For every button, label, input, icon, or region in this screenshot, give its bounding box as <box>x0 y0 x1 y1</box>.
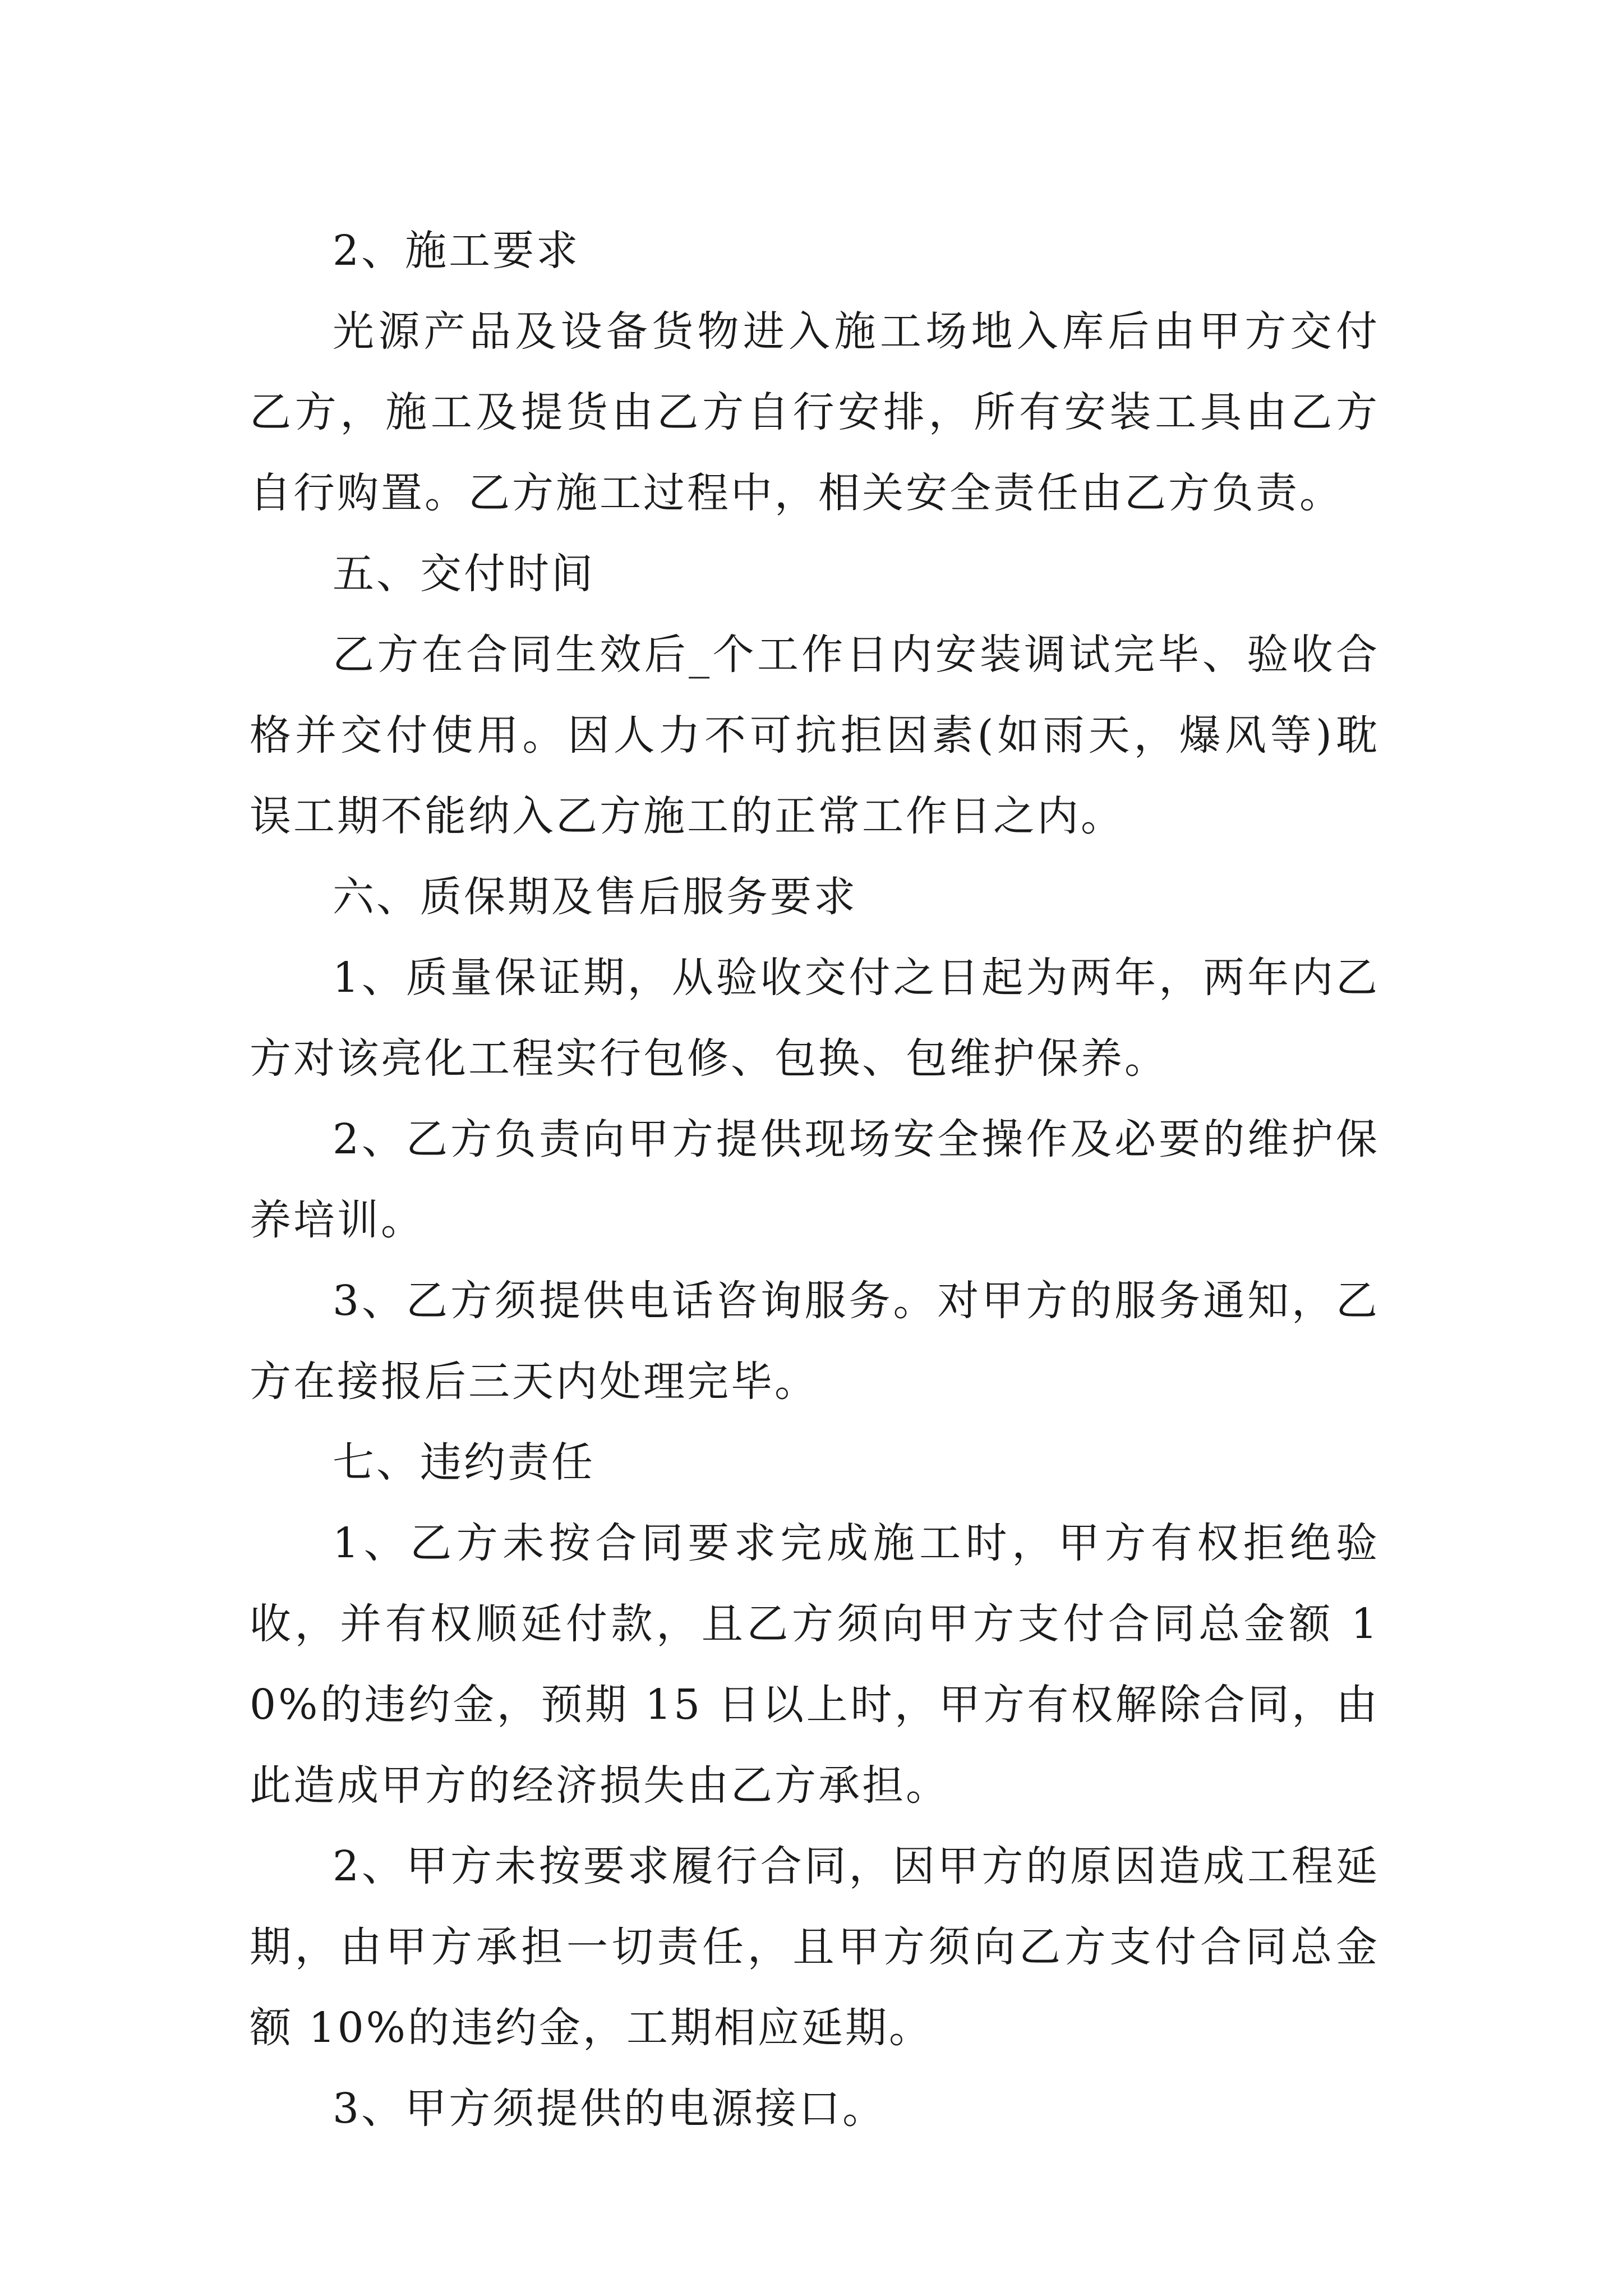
paragraph-breach-1: 1、乙方未按合同要求完成施工时，甲方有权拒绝验收，并有权顺延付款，且乙方须向甲方支付合同总金额 10%的违约金，预期 15 日以上时，甲方有权解除合同，由此造成甲方的经济损失由乙方承担。 <box>250 1519 1380 1810</box>
section-heading-breach-liability: 七、违约责任 <box>333 1438 595 1487</box>
paragraph-warranty-3: 3、乙方须提供电话咨询服务。对甲方的服务通知，乙方在接报后三天内处理完毕。 <box>250 1277 1380 1406</box>
paragraph-warranty-2: 2、乙方负责向甲方提供现场安全操作及必要的维护保养培训。 <box>250 1115 1380 1244</box>
section-heading-construction-requirements: 2、施工要求 <box>333 227 580 275</box>
document-body <box>250 210 1380 2149</box>
paragraph-construction-details: 光源产品及设备货物进入施工场地入库后由甲方交付乙方，施工及提货由乙方自行安排，所有安装工具由乙方自行购置。乙方施工过程中，相关安全责任由乙方负责。 <box>250 307 1380 517</box>
paragraph-breach-3: 3、甲方须提供的电源接口。 <box>333 2085 887 2133</box>
paragraph-warranty-1: 1、质量保证期，从验收交付之日起为两年，两年内乙方对该亮化工程实行包修、包换、包维护保养。 <box>250 954 1380 1083</box>
paragraph-breach-2: 2、甲方未按要求履行合同，因甲方的原因造成工程延期，由甲方承担一切责任，且甲方须向乙方支付合同总金额 10%的违约金，工期相应延期。 <box>250 1842 1380 2052</box>
section-heading-delivery-time: 五、交付时间 <box>333 550 595 598</box>
paragraph-delivery-time: 乙方在合同生效后_个工作日内安装调试完毕、验收合格并交付使用。因人力不可抗拒因素(如雨天，爆风等)耽误工期不能纳入乙方施工的正常工作日之内。 <box>250 631 1380 840</box>
section-heading-warranty: 六、质保期及售后服务要求 <box>333 873 857 921</box>
